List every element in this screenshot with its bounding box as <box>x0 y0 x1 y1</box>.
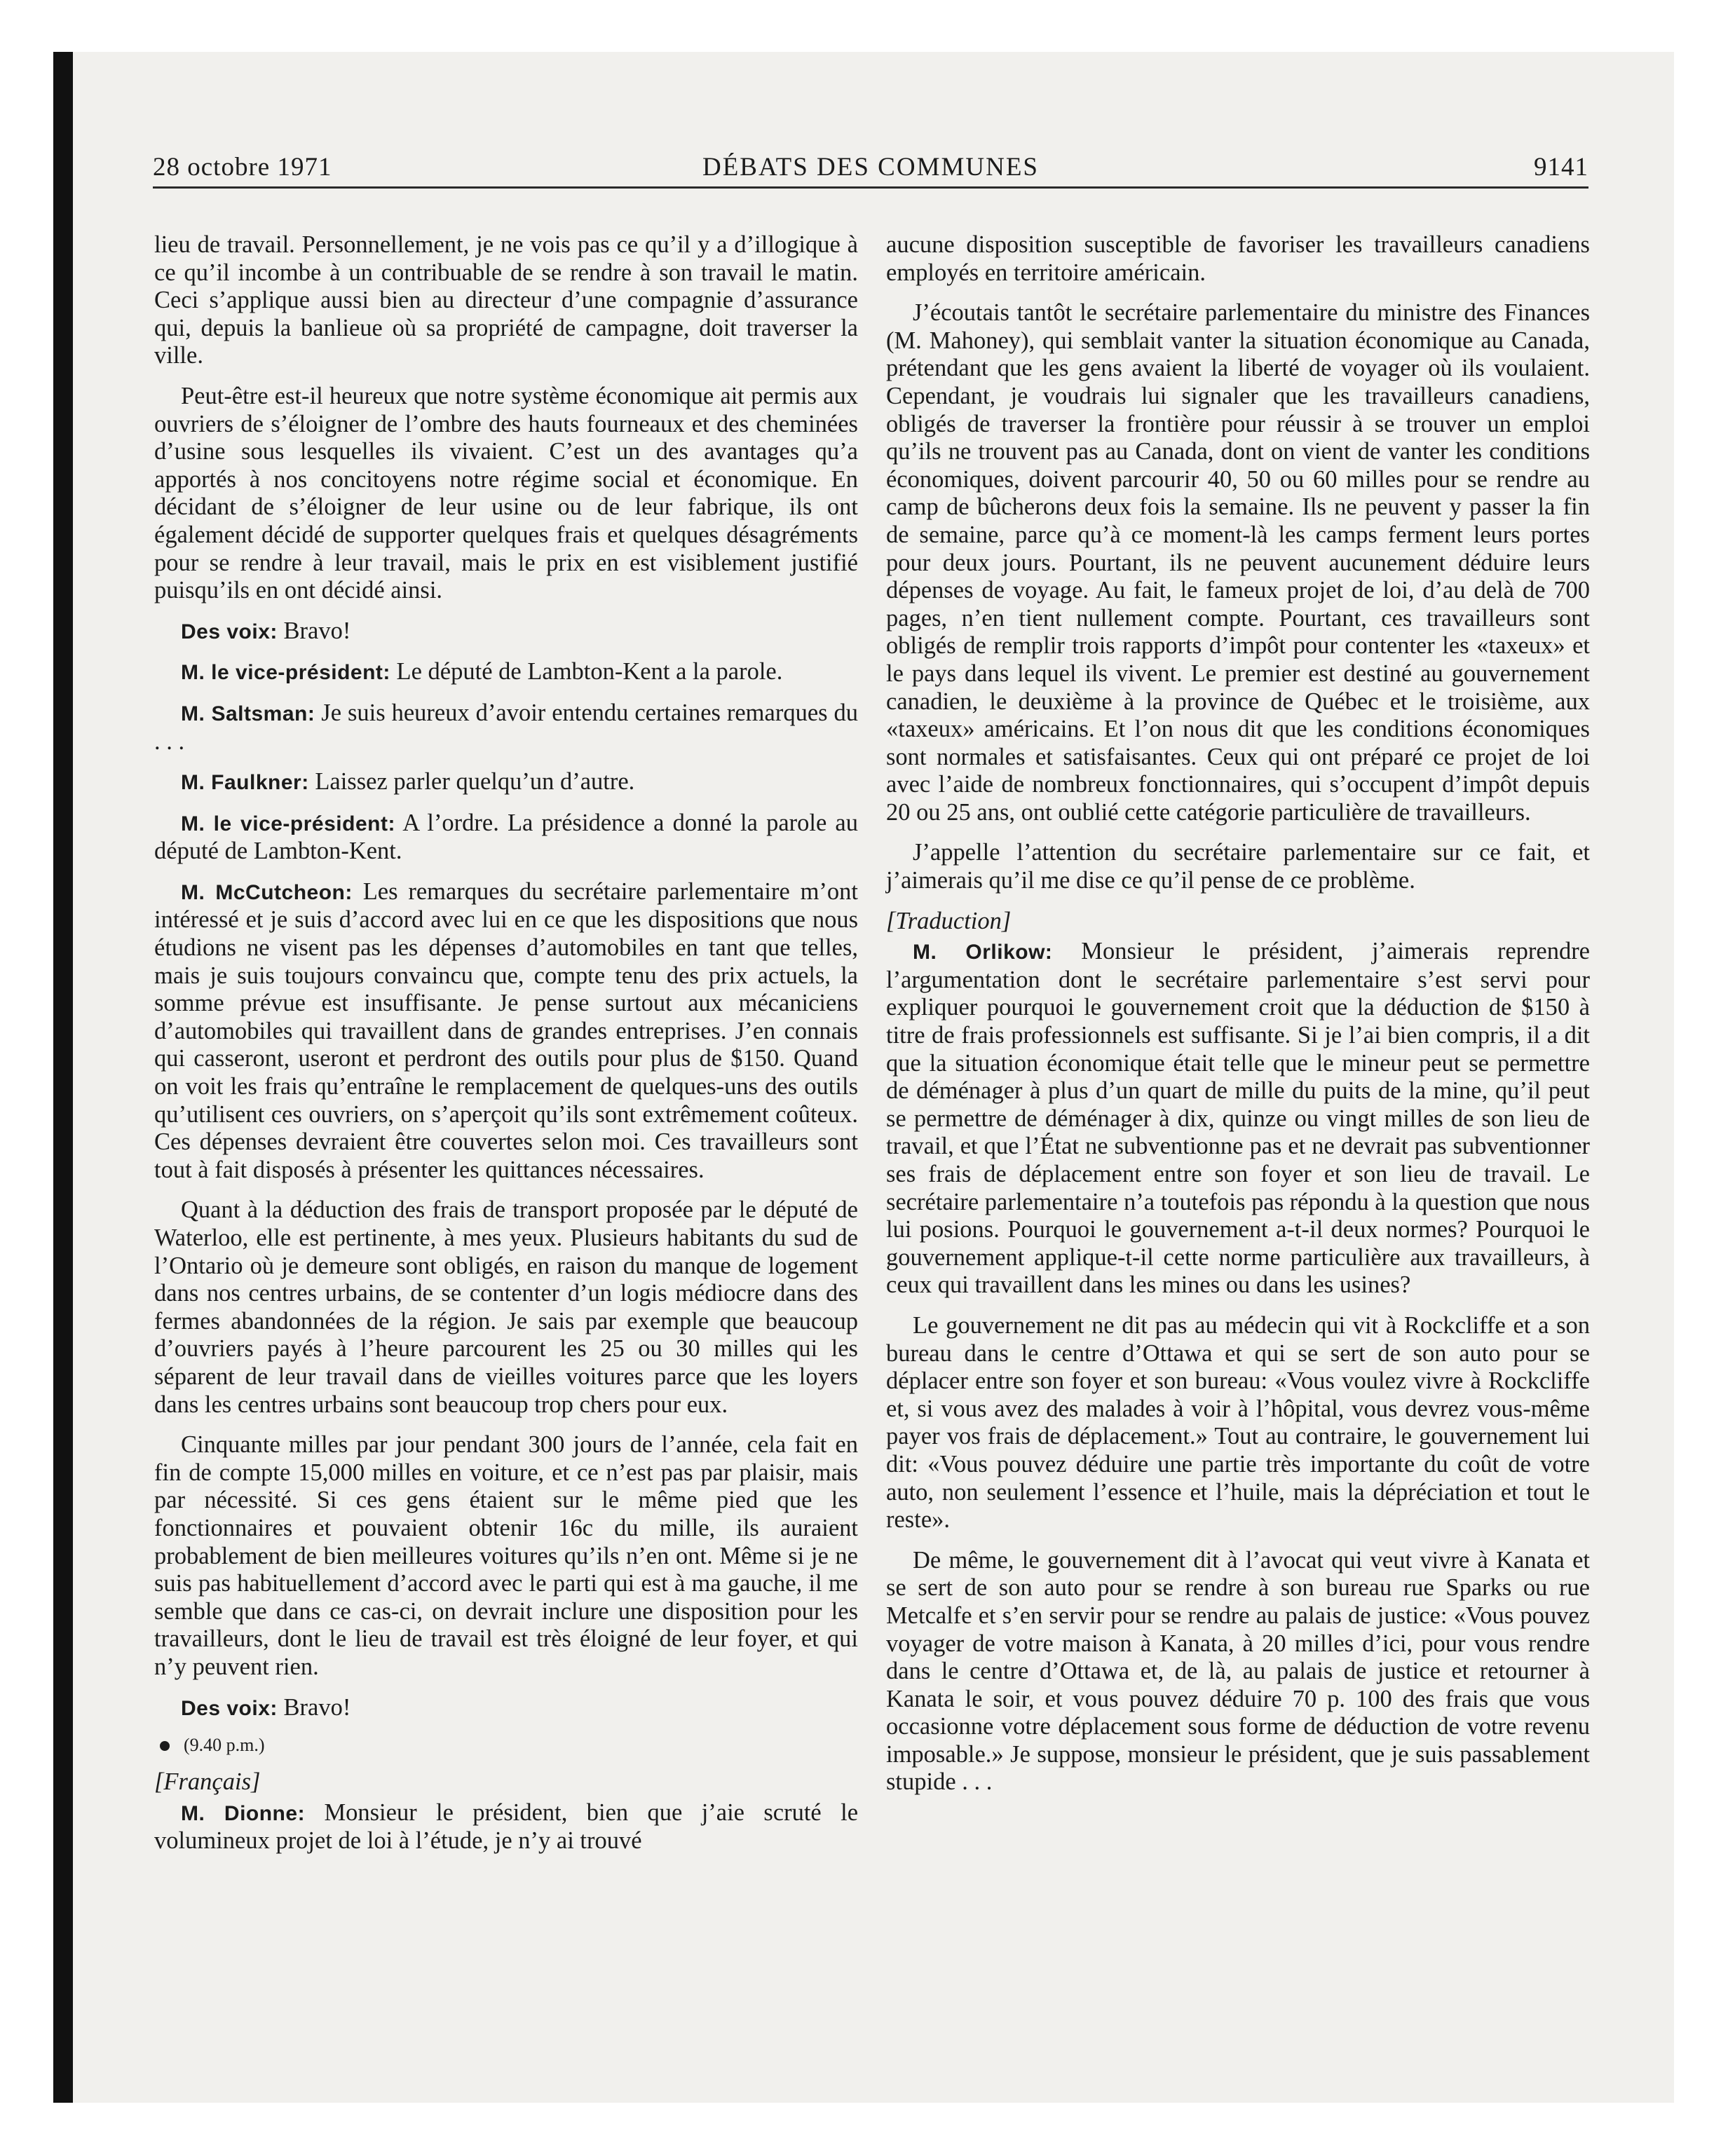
header-page-number: 9141 <box>1534 153 1588 182</box>
speech-text: Monsieur le président, bien que j’aie scruté le volumineux projet de loi à l’étude, je n’y ai trouvé <box>154 1799 859 1855</box>
speech-text: A l’ordre. La présidence a donné la parole au député de Lambton-Kent. <box>154 809 858 865</box>
speaker-name: M. Orlikow: <box>913 941 1053 964</box>
speech-text: Bravo! <box>283 1693 351 1721</box>
right-column <box>886 231 1590 1809</box>
speaker-name: M. McCutcheon: <box>181 880 353 904</box>
speaker-name: Des voix: <box>181 1696 278 1720</box>
speaker-name: M. Faulkner: <box>181 771 309 795</box>
speech <box>154 768 858 797</box>
page-header <box>153 144 1588 186</box>
speech-text: Les remarques du secrétaire parlementaire m’ont intéressé et je suis d’accord avec lui en ce que les dispositions que nous étudions ne visent pas les dépenses d’automobiles en tant que telles, mais je suis toujours convaincu que, compte tenu des prix actuels, la somme prévue est insuffisante. Je pense surtout aux mécaniciens d’automobiles qui travaillent dans de grandes entreprises. J’en connais qui casseront, useront et perdront des outils pour plus de $150. Quand on voit les frais qu’entraîne le remplacement de quelques-uns des outils qu’utilisent ces ouvriers, on s’aperçoit qu’ils sont extrêmement coûteux. Ces dépenses devraient être couvertes selon moi. Ces travailleurs sont tout à fait disposés à présenter les quittances nécessaires. <box>154 878 858 1183</box>
speaker-name: M. Dionne: <box>181 1801 306 1825</box>
language-marker: [Traduction] <box>886 907 1012 934</box>
paragraph: Quant à la déduction des frais de transport proposée par le député de Waterloo, elle est pertinente, à mes yeux. Plusieurs habitants du sud de l’Ontario où je demeure sont obligés, en raison du manque de logement dans nos centres urbains, de se contenter d’un logis médiocre dans des fermes abandonnées de la région. Je sais par exemple que beaucoup d’ouvriers payés à l’heure parcourent les 25 ou 30 milles qui les séparent de leur travail dans de vieilles voitures parce que les loyers dans les centres urbains sont beaucoup trop chers pour eux. <box>154 1196 858 1418</box>
speaker-name: M. le vice-président: <box>181 812 395 835</box>
left-column <box>154 231 858 1868</box>
paragraph: lieu de travail. Personnellement, je ne vois pas ce qu’il y a d’illogique à ce qu’il incombe à un contribuable de se rendre à son travail le matin. Ceci s’applique aussi bien au directeur d’une compagnie d’assurance qui, depuis la banlieue où sa propriété de campagne, doit traverser la ville. <box>154 231 858 369</box>
language-marker: [Français] <box>154 1768 261 1796</box>
speech-text: Laissez parler quelqu’un d’autre. <box>315 768 635 796</box>
speech <box>154 700 858 756</box>
paragraph: Le gouvernement ne dit pas au médecin qui vit à Rockcliffe et a son bureau dans le centre d’Ottawa et qui se sert de son auto pour se déplacer entre son foyer et son bureau: «Vous voulez vivre à Rockcliffe et, si vous avez des malades à voir à l’hôpital, vous devrez vous-même payer vos frais de déplacement.» Tout au contraire, le gouvernement lui dit: «Vous pouvez déduire une partie très importante du coût de votre auto, non seulement l’essence et l’huile, mais la dépréciation et tout le reste». <box>886 1311 1590 1534</box>
paragraph: De même, le gouvernement dit à l’avocat qui veut vivre à Kanata et se sert de son auto pour se rendre à son bureau rue Sparks ou rue Metcalfe et s’en servir pour se rendre au palais de justice: «Vous pouvez voyager de votre maison à Kanata, à 20 milles d’ici, pour vous rendre dans le centre d’Ottawa et, de là, au palais de justice et retourner à Kanata le soir, et vous pouvez déduire 70 p. 100 des frais que vous occasionne votre déplacement sous forme de déduction de votre revenu imposable.» Je suppose, monsieur le président, que je suis passablement stupide . . . <box>886 1546 1590 1796</box>
header-title: DÉBATS DES COMMUNES <box>702 153 1039 182</box>
paragraph: J’appelle l’attention du secrétaire parlementaire sur ce fait, et j’aimerais qu’il me dise ce qu’il pense de ce problème. <box>886 839 1590 894</box>
time-marker <box>154 1735 858 1756</box>
speech <box>154 1799 858 1855</box>
paragraph: aucune disposition susceptible de favoriser les travailleurs canadiens employés en territoire américain. <box>886 231 1590 286</box>
speaker-name: Des voix: <box>181 620 278 643</box>
speech-text: Bravo! <box>283 617 351 644</box>
speech <box>154 1694 858 1723</box>
binding-edge <box>53 52 73 2103</box>
header-rule <box>153 186 1588 189</box>
speech <box>154 878 858 1185</box>
speaker-name: M. le vice-président: <box>181 661 390 685</box>
speech-text: Monsieur le président, j’aimerais reprendre l’argumentation dont le secrétaire parlementaire s’est servi pour expliquer pourquoi le gouvernement croit que la déduction de $150 à titre de frais professionnels est suffisante. Si je l’ai bien compris, il a dit que la situation économique était telle que le mineur peut se permettre de déménager à plus d’un quart de mille du puits de la mine, qu’il peut se permettre de déménager à dix, quinze ou vingt milles de son lieu de travail, et que l’État ne subventionne pas et ne devrait pas subventionner ses frais de déplacement entre son foyer et son lieu de travail. Le secrétaire parlementaire n’a toutefois pas répondu à la question que nous lui posions. Pourquoi le gouvernement a-t-il deux normes? Pourquoi le gouvernement applique-t-il cette norme particulière aux travailleurs, à ceux qui travaillent dans les mines ou dans les usines? <box>886 938 1590 1299</box>
paragraph: Cinquante milles par jour pendant 300 jours de l’année, cela fait en fin de compte 15,000 milles en voiture, et ce n’est pas par plaisir, mais par nécessité. Si ces gens étaient sur le même pied que les fonctionnaires et pouvaient obtenir 16c du mille, ils auraient probablement de bien meilleures voitures qu’ils n’en ont. Même si je ne suis pas habituellement d’accord avec le parti qui est à ma gauche, il me semble que dans ce cas-ci, on devrait inclure une disposition pour les travailleurs, dont le lieu de travail est très éloigné de leur foyer, et qui n’y peuvent rien. <box>154 1431 858 1680</box>
paragraph: Peut-être est-il heureux que notre système économique ait permis aux ouvriers de s’éloigner de l’ombre des hauts fourneaux et des cheminées d’usine sous lesquelles ils vivaient. C’est un des avantages qu’a apportés à nos concitoyens notre régime social et économique. En décidant de s’éloigner de leur usine ou de leur fabrique, ils ont également décidé de supporter quelques frais et quelques désagréments pour se rendre à leur travail, mais le prix en est visiblement justifié puisqu’ils en ont décidé ainsi. <box>154 382 858 604</box>
speech <box>154 810 858 866</box>
bullet-icon <box>160 1741 170 1751</box>
speech <box>154 658 858 687</box>
speech <box>154 618 858 646</box>
speech-text: Le député de Lambton-Kent a la parole. <box>396 658 783 685</box>
speaker-name: M. Saltsman: <box>181 702 315 725</box>
time-text: (9.40 p.m.) <box>184 1735 265 1756</box>
speech <box>886 938 1590 1299</box>
paragraph: J’écoutais tantôt le secrétaire parlementaire du ministre des Finances (M. Mahoney), qui semblait vanter la situation économique au Canada, prétendant que les gens avaient la liberté de voyager où ils voulaient. Cependant, je voudrais lui signaler que les travailleurs canadiens, obligés de traverser la frontière pour réussir à se trouver un emploi qu’ils ne trouvent pas au Canada, dont on vient de vanter les conditions économiques, doivent parcourir 40, 50 ou 60 milles pour se rendre au camp de bûcherons deux fois la semaine. Ils ne peuvent y passer la fin de semaine, parce qu’à ce moment-là les camps ferment leurs portes pour deux jours. Pourtant, ils ne peuvent aucunement déduire leurs dépenses de voyage. Au fait, le fameux projet de loi, d’au delà de 700 pages, n’en tient nullement compte. Pourtant, ces travailleurs sont obligés de remplir trois rapports d’impôt pour contenter les «taxeux» et le pays dans lequel ils vivent. Le premier est destiné au gouvernement canadien, le deuxième à la province de Québec et le troisième, aux «taxeux» américains. Et l’on nous dit que les conditions économiques sont normales et satisfaisantes. Ceux qui ont préparé ce projet de loi avec l’aide de nombreux fonctionnaires, qui s’occupent d’impôt depuis 20 ou 25 ans, ont oublié cette catégorie particulière de travailleurs. <box>886 299 1590 826</box>
header-date: 28 octobre 1971 <box>153 153 332 182</box>
speech-text: Je suis heureux d’avoir entendu certaines remarques du . . . <box>154 699 858 755</box>
